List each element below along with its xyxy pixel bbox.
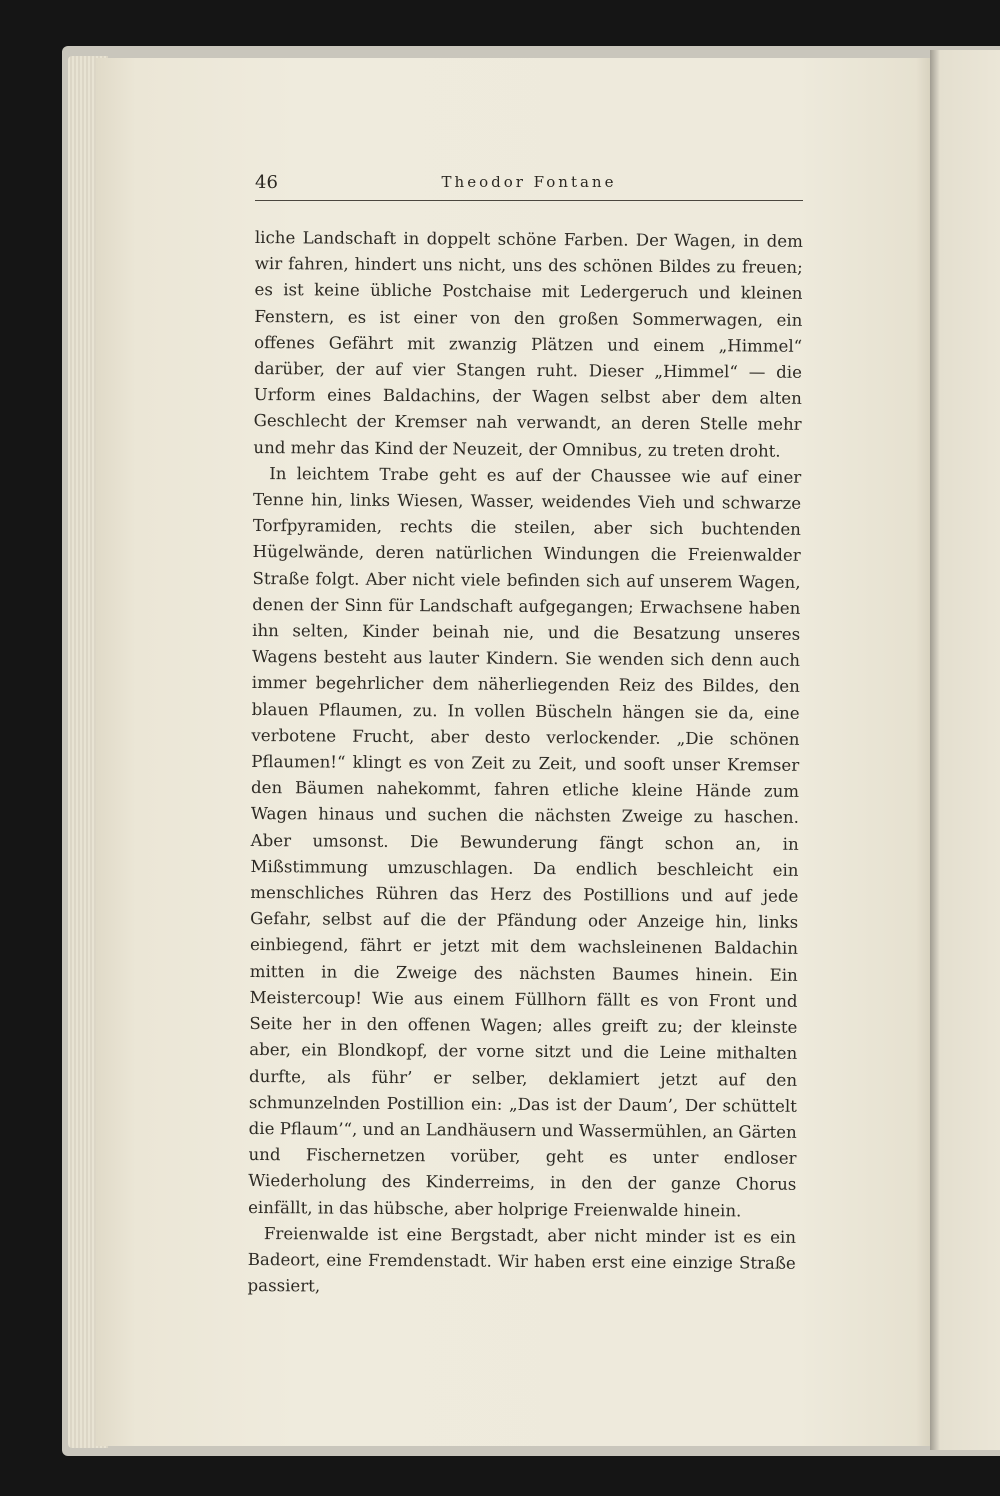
page-header	[255, 168, 803, 201]
facing-page-edge	[930, 50, 1000, 1450]
running-head: Theodor Fontane	[441, 173, 617, 191]
paragraph-1: liche Landschaft in doppelt schöne Farben. Der Wagen, in dem wir fahren, hindert uns nicht, uns des schönen Bildes zu freuen; es ist keine übliche Postchaise mit Ledergeruch und kleinen Fenstern, es ist einer von den großen Sommerwagen, ein offenes Gefährt mit zwanzig Plätzen und einem „Himmel“ darüber, der auf vier Stangen ruht. Dieser „Himmel“ — die Urform eines Baldachins, der Wagen selbst aber dem alten Geschlecht der Kremser nah verwandt, an deren Stelle mehr und mehr das Kind der Neuzeit, der Omnibus, zu treten droht.	[253, 227, 803, 461]
paragraph-3: Freienwalde ist eine Bergstadt, aber nicht minder ist es ein Badeort, eine Fremdenstadt. Wir haben erst eine einzige Straße passiert,	[247, 1223, 797, 1296]
paragraph-2: In leichtem Trabe geht es auf der Chaussee wie auf einer Tenne hin, links Wiesen, Wasser, weidendes Vieh und schwarze Torfpyramiden, rechts die steilen, aber sich buchtenden Hügelwände, deren natürlichen Windungen die Freienwalder Straße folgt. Aber nicht viele befinden sich auf unserem Wagen, denen der Sinn für Landschaft aufgegangen; Erwachsene haben ihn selten, Kinder beinah nie, und die Besatzung unseres Wagens besteht aus lauter Kindern. Sie wenden sich denn auch immer begehrlicher dem näherliegenden Reiz des Bildes, den blauen Pflaumen, zu. In vollen Büscheln hängen sie da, eine verbotene Frucht, aber desto verlockender. „Die schönen Pflaumen!“ klingt es von Zeit zu Zeit, und sooft unser Kremser den Bäumen nahekommt, fahren etliche kleine Hände zum Wagen hinaus und suchen die nächsten Zweige zu haschen. Aber umsonst. Die Bewunderung fängt schon an, in Mißstimmung umzuschlagen. Da endlich beschleicht ein menschliches Rühren das Herz des Postillions und auf jede Gefahr, selbst auf die der Pfändung oder Anzeige hin, links einbiegend, fährt er jetzt mit dem wachsleinenen Baldachin mitten in die Zweige des nächsten Baumes hinein. Ein Meistercoup! Wie aus einem Füllhorn fällt es von Front und Seite her in den offenen Wagen; alles greift zu; der kleinste aber, ein Blondkopf, der vorne sitzt und die Leine mithalten durfte, als führ’ er selber, deklamiert jetzt auf den schmunzelnden Postillion ein: „Das ist der Daum’, Der schüttelt die Pflaum’“, und an Landhäusern und Wassermühlen, an Gärten und Fischernetzen vorüber, geht es unter endloser Wiederholung des Kinderreims, in den der ganze Chorus einfällt, in das hübsche, aber holprige Freienwalde hinein.	[248, 463, 802, 1220]
page-number: 46	[255, 172, 278, 193]
body-text	[247, 225, 802, 1303]
